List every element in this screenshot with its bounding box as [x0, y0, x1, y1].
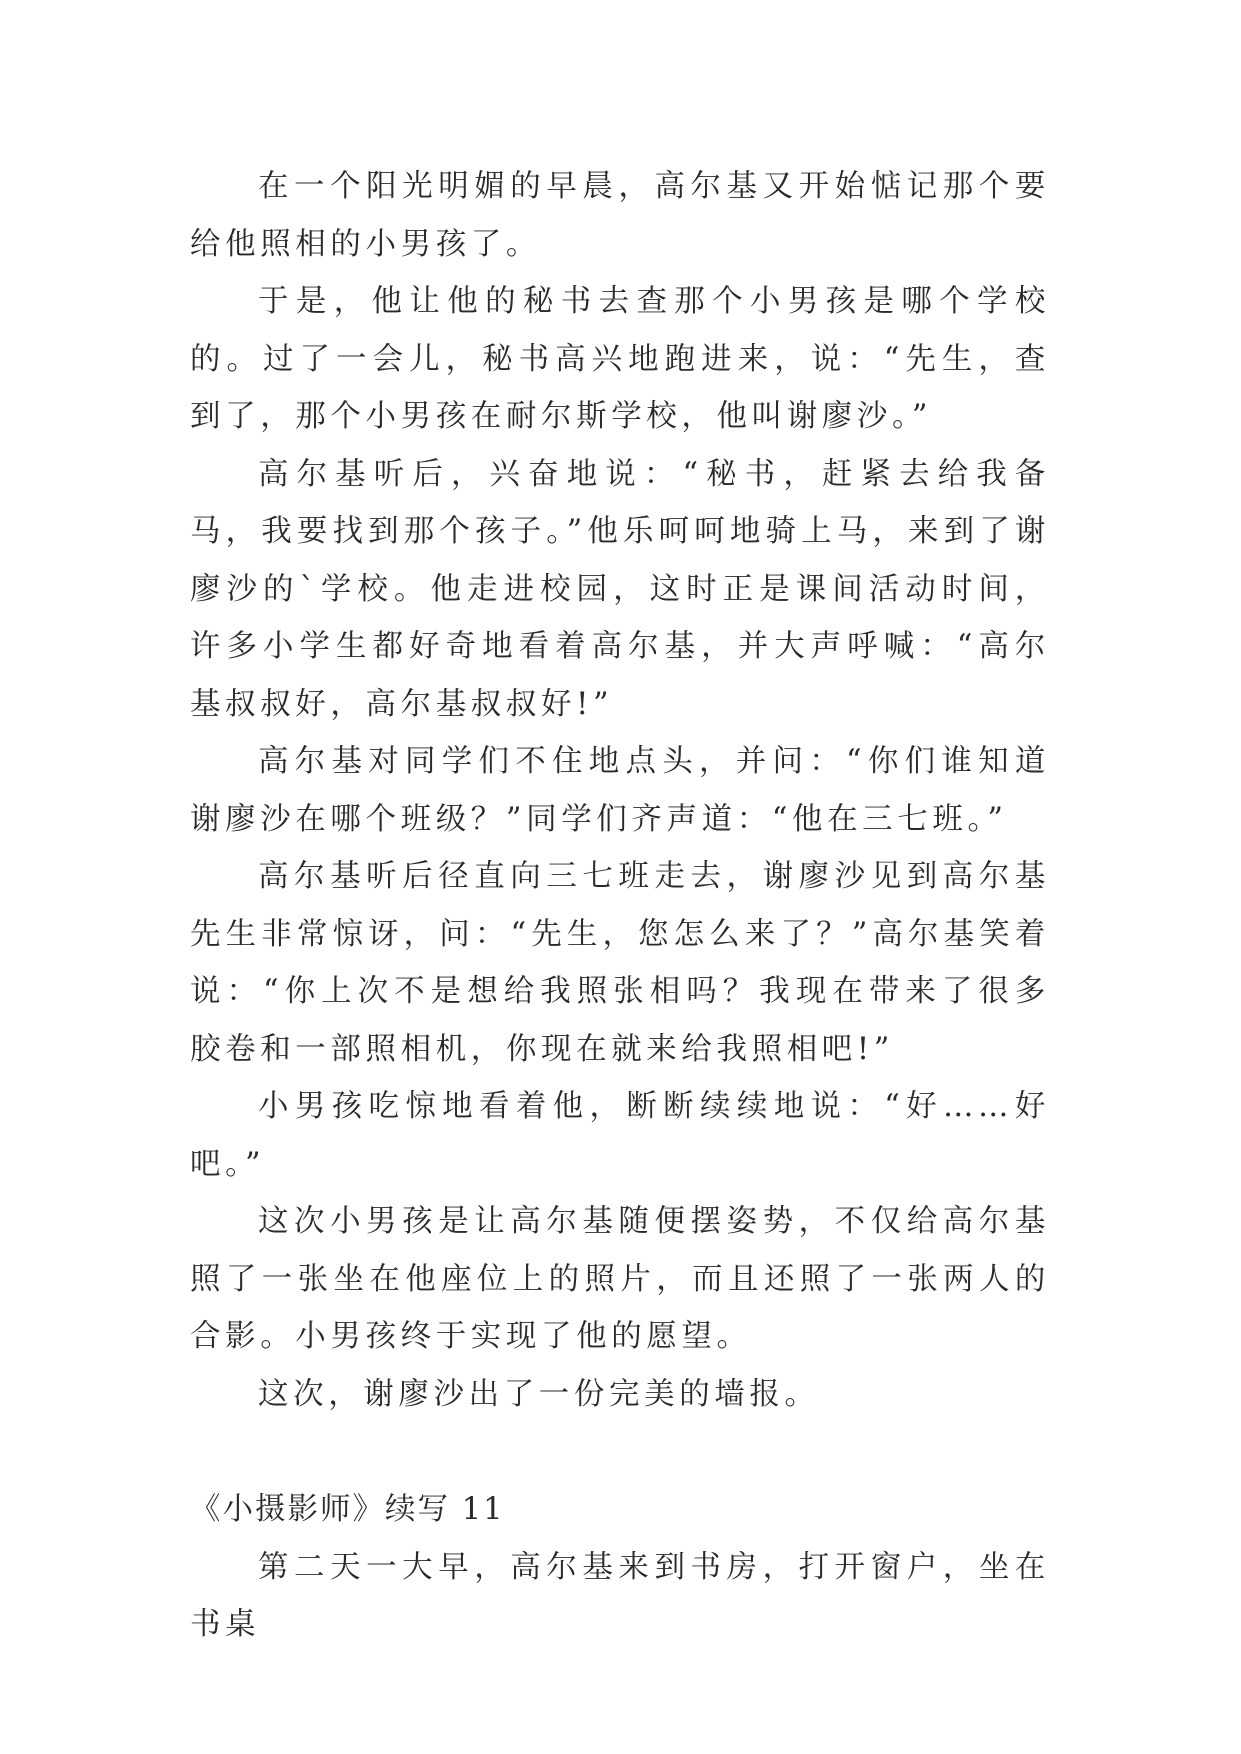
paragraph: 这次，谢廖沙出了一份完美的墙报。	[258, 1376, 820, 1412]
paragraph: 高尔基听后径直向三七班走去，谢廖沙见到高尔基先生非常惊讶，问：“先生，您怎么来了？”高尔基笑着说：“你上次不是想给我照张相吗？我现在带来了很多胶卷和一部照相机，你现在就来给我照相吧!”	[190, 859, 1050, 1067]
paragraph: 小男孩吃惊地看着他，断断续续地说：“好……好吧。”	[190, 1089, 1050, 1182]
section-gap	[190, 1423, 1050, 1481]
document-page	[190, 158, 1050, 1654]
paragraph: 这次小男孩是让高尔基随便摆姿势，不仅给高尔基照了一张坐在他座位上的照片，而且还照了一张两人的合影。小男孩终于实现了他的愿望。	[190, 1204, 1050, 1354]
paragraph: 高尔基听后，兴奋地说：“秘书，赶紧去给我备马，我要找到那个孩子。”他乐呵呵地骑上马，来到了谢廖沙的`学校。他走进校园，这时正是课间活动时间，许多小学生都好奇地看着高尔基，并大声呼喊：“高尔基叔叔好，高尔基叔叔好!”	[190, 456, 1050, 722]
paragraph: 在一个阳光明媚的早晨，高尔基又开始惦记那个要给他照相的小男孩了。	[190, 169, 1050, 262]
section-heading: 《小摄影师》续写 11	[190, 1492, 505, 1527]
paragraph: 第二天一大早，高尔基来到书房，打开窗户，坐在书桌	[190, 1549, 1050, 1642]
paragraph: 高尔基对同学们不住地点头，并问：“你们谁知道谢廖沙在哪个班级？”同学们齐声道：“他在三七班。”	[190, 744, 1050, 837]
paragraph: 于是，他让他的秘书去查那个小男孩是哪个学校的。过了一会儿，秘书高兴地跑进来，说：“先生，查到了，那个小男孩在耐尔斯学校，他叫谢廖沙。”	[190, 284, 1050, 434]
